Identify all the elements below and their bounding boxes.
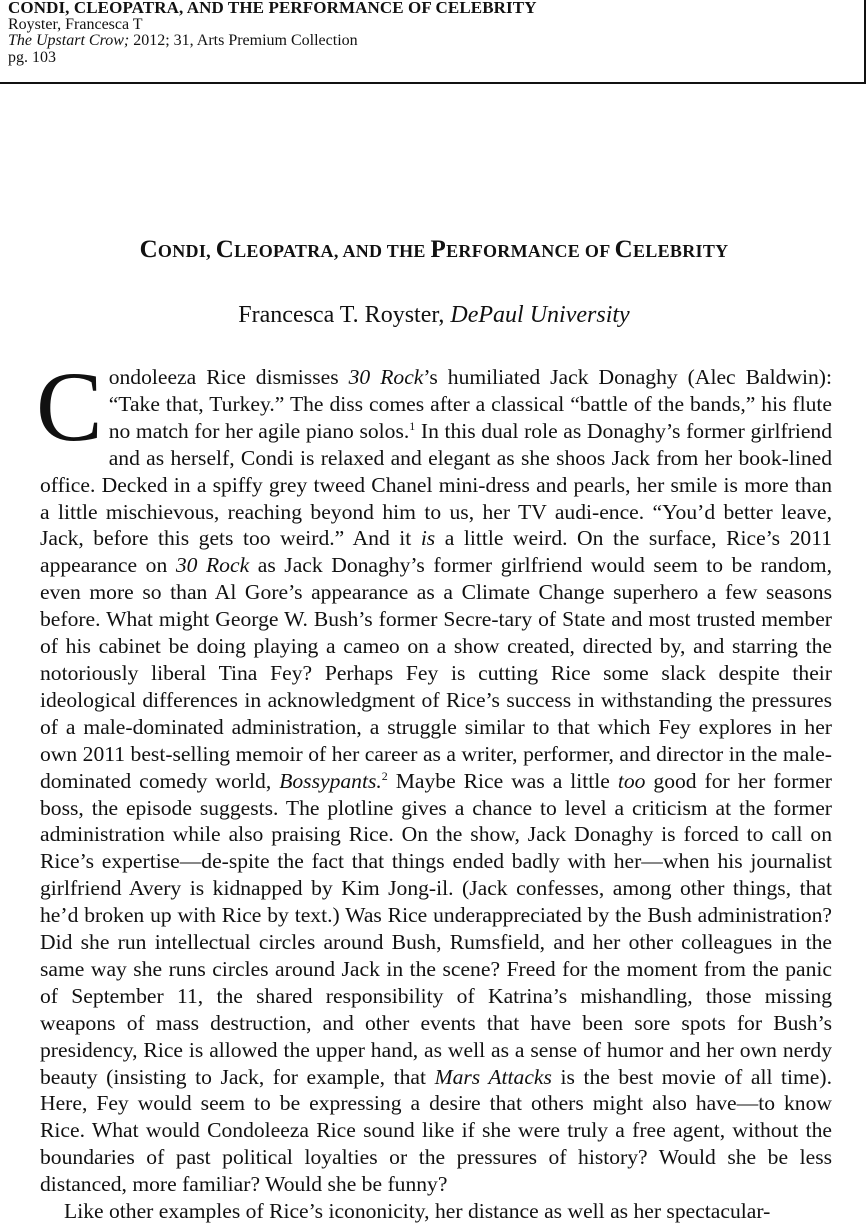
footnote-marker: 2	[381, 768, 388, 783]
citation-source	[8, 33, 858, 50]
citation-journal: The Upstart Crow;	[8, 32, 130, 49]
text-run: as Jack Donaghy’s former girlfriend would seem to be random, even more so than Al Gore’s appearance as a Climate Change superhero a few seasons before. What might George W. Bush’s former Secre-tary of State and most trusted member of his cabinet be doing playing a cameo on a show created, directed by, and starring the notoriously liberal Tina Fey? Perhaps Fey is cutting Rice some slack despite their ideological differences in acknowledgment of Rice’s success in withstanding the pressures of a male-dominated administration, a struggle similar to that which Fey explores in her own 2011 best-selling memoir of her career as a writer, performer, and director in the male-dominated comedy world,	[40, 553, 832, 793]
citation-author: Royster, Francesca T	[8, 15, 143, 33]
header-divider	[0, 82, 864, 84]
article-body	[36, 351, 832, 1225]
title-cap: C	[139, 236, 158, 263]
title-rest: ONDI,	[157, 241, 216, 261]
header-right-border	[864, 0, 866, 84]
title-rest: ELEBRITY	[633, 241, 729, 261]
paragraph-2: Like other examples of Rice’s icononicity, her distance as well as her spectacular-	[64, 1199, 771, 1224]
title-cap: P	[430, 236, 447, 263]
text-run: is the best movie of all time). Here, Fey would seem to be expressing a desire that others might also have—to know Rice. What would Condoleeza Rice sound like if she were truly a free agent, without the boundaries of past political loyalties or the pressures of history? Would she be less distanced, more familiar? Would she be funny?	[40, 1064, 832, 1197]
italic-emphasis: is	[420, 526, 436, 551]
text-run: good for her former boss, the episode suggests. The plotline gives a chance to level a criticism at the former administration while also praising Rice. On the show, Jack Donaghy is forced to call on Rice’s expertise—de-spite the fact that things ended badly with her—when his journalist girlfriend Avery is kidnapped by Kim Jong-il. (Jack confesses, among other things, that he’d broken up with Rice by text.) Was Rice underappreciated by the Bush administration? Did she run intellectual circles around Bush, Rumsfield, and her other colleagues in the same way she runs circles around Jack in the scene? Freed for the moment from the panic of September 11, the shared responsibility of Katrina’s mishandling, those missing weapons of mass destruction, and other events that have been sore spots for Bush’s presidency, Rice is allowed the upper hand, as well as a sense of humor and her own nerdy beauty (insisting to Jack, for example, that	[40, 768, 832, 1089]
text-run: In this dual role as Donaghy’s former girlfriend and as herself, Condi is relaxed and elegant as she shoos Jack from her book-lined office. Decked in a spiffy grey tweed Chanel mini-dress and pearls, her smile is more than a little mischievous, reaching beyond him to us, her TV audi-ence. “You’d better leave, Jack, before this gets too weird.” And it	[40, 418, 832, 551]
text-run: a little weird. On the surface, Rice’s 2011 appearance on	[40, 526, 832, 578]
citation-title: CONDI, CLEOPATRA, AND THE PERFORMANCE OF CELEBRITY	[8, 0, 537, 17]
footnote-marker: 1	[409, 418, 416, 433]
citation-journal-details: 2012; 31, Arts Premium Collection	[129, 32, 358, 49]
text-run: ondoleeza Rice dismisses	[108, 365, 349, 389]
title-rest: LEOPATRA, AND THE	[234, 241, 431, 261]
title-rest: ERFORMANCE OF	[446, 241, 615, 261]
byline-affiliation: DePaul University	[450, 302, 630, 328]
article-title	[0, 236, 868, 264]
text-run: Maybe Rice was a little	[387, 768, 618, 793]
italic-title: 30 Rock	[348, 365, 424, 389]
paragraph-1	[36, 351, 832, 1198]
citation-pages: pg. 103	[8, 48, 56, 66]
byline	[0, 302, 868, 329]
italic-title: 30 Rock	[175, 553, 250, 578]
title-cap: C	[614, 236, 633, 263]
text-run: ’s humiliated Jack Donaghy (Alec Baldwin): “Take that, Turkey.” The diss comes after a classical “battle of the bands,” his flute no match for her agile piano solos.	[108, 365, 832, 443]
italic-title: Mars Attacks	[434, 1064, 552, 1089]
title-cap: C	[215, 236, 235, 263]
citation-header	[8, 0, 858, 66]
italic-title: Bossypants.	[279, 768, 382, 793]
italic-emphasis: too	[617, 768, 646, 793]
drop-cap: C	[36, 351, 103, 462]
byline-author: Francesca T. Royster,	[238, 302, 451, 328]
